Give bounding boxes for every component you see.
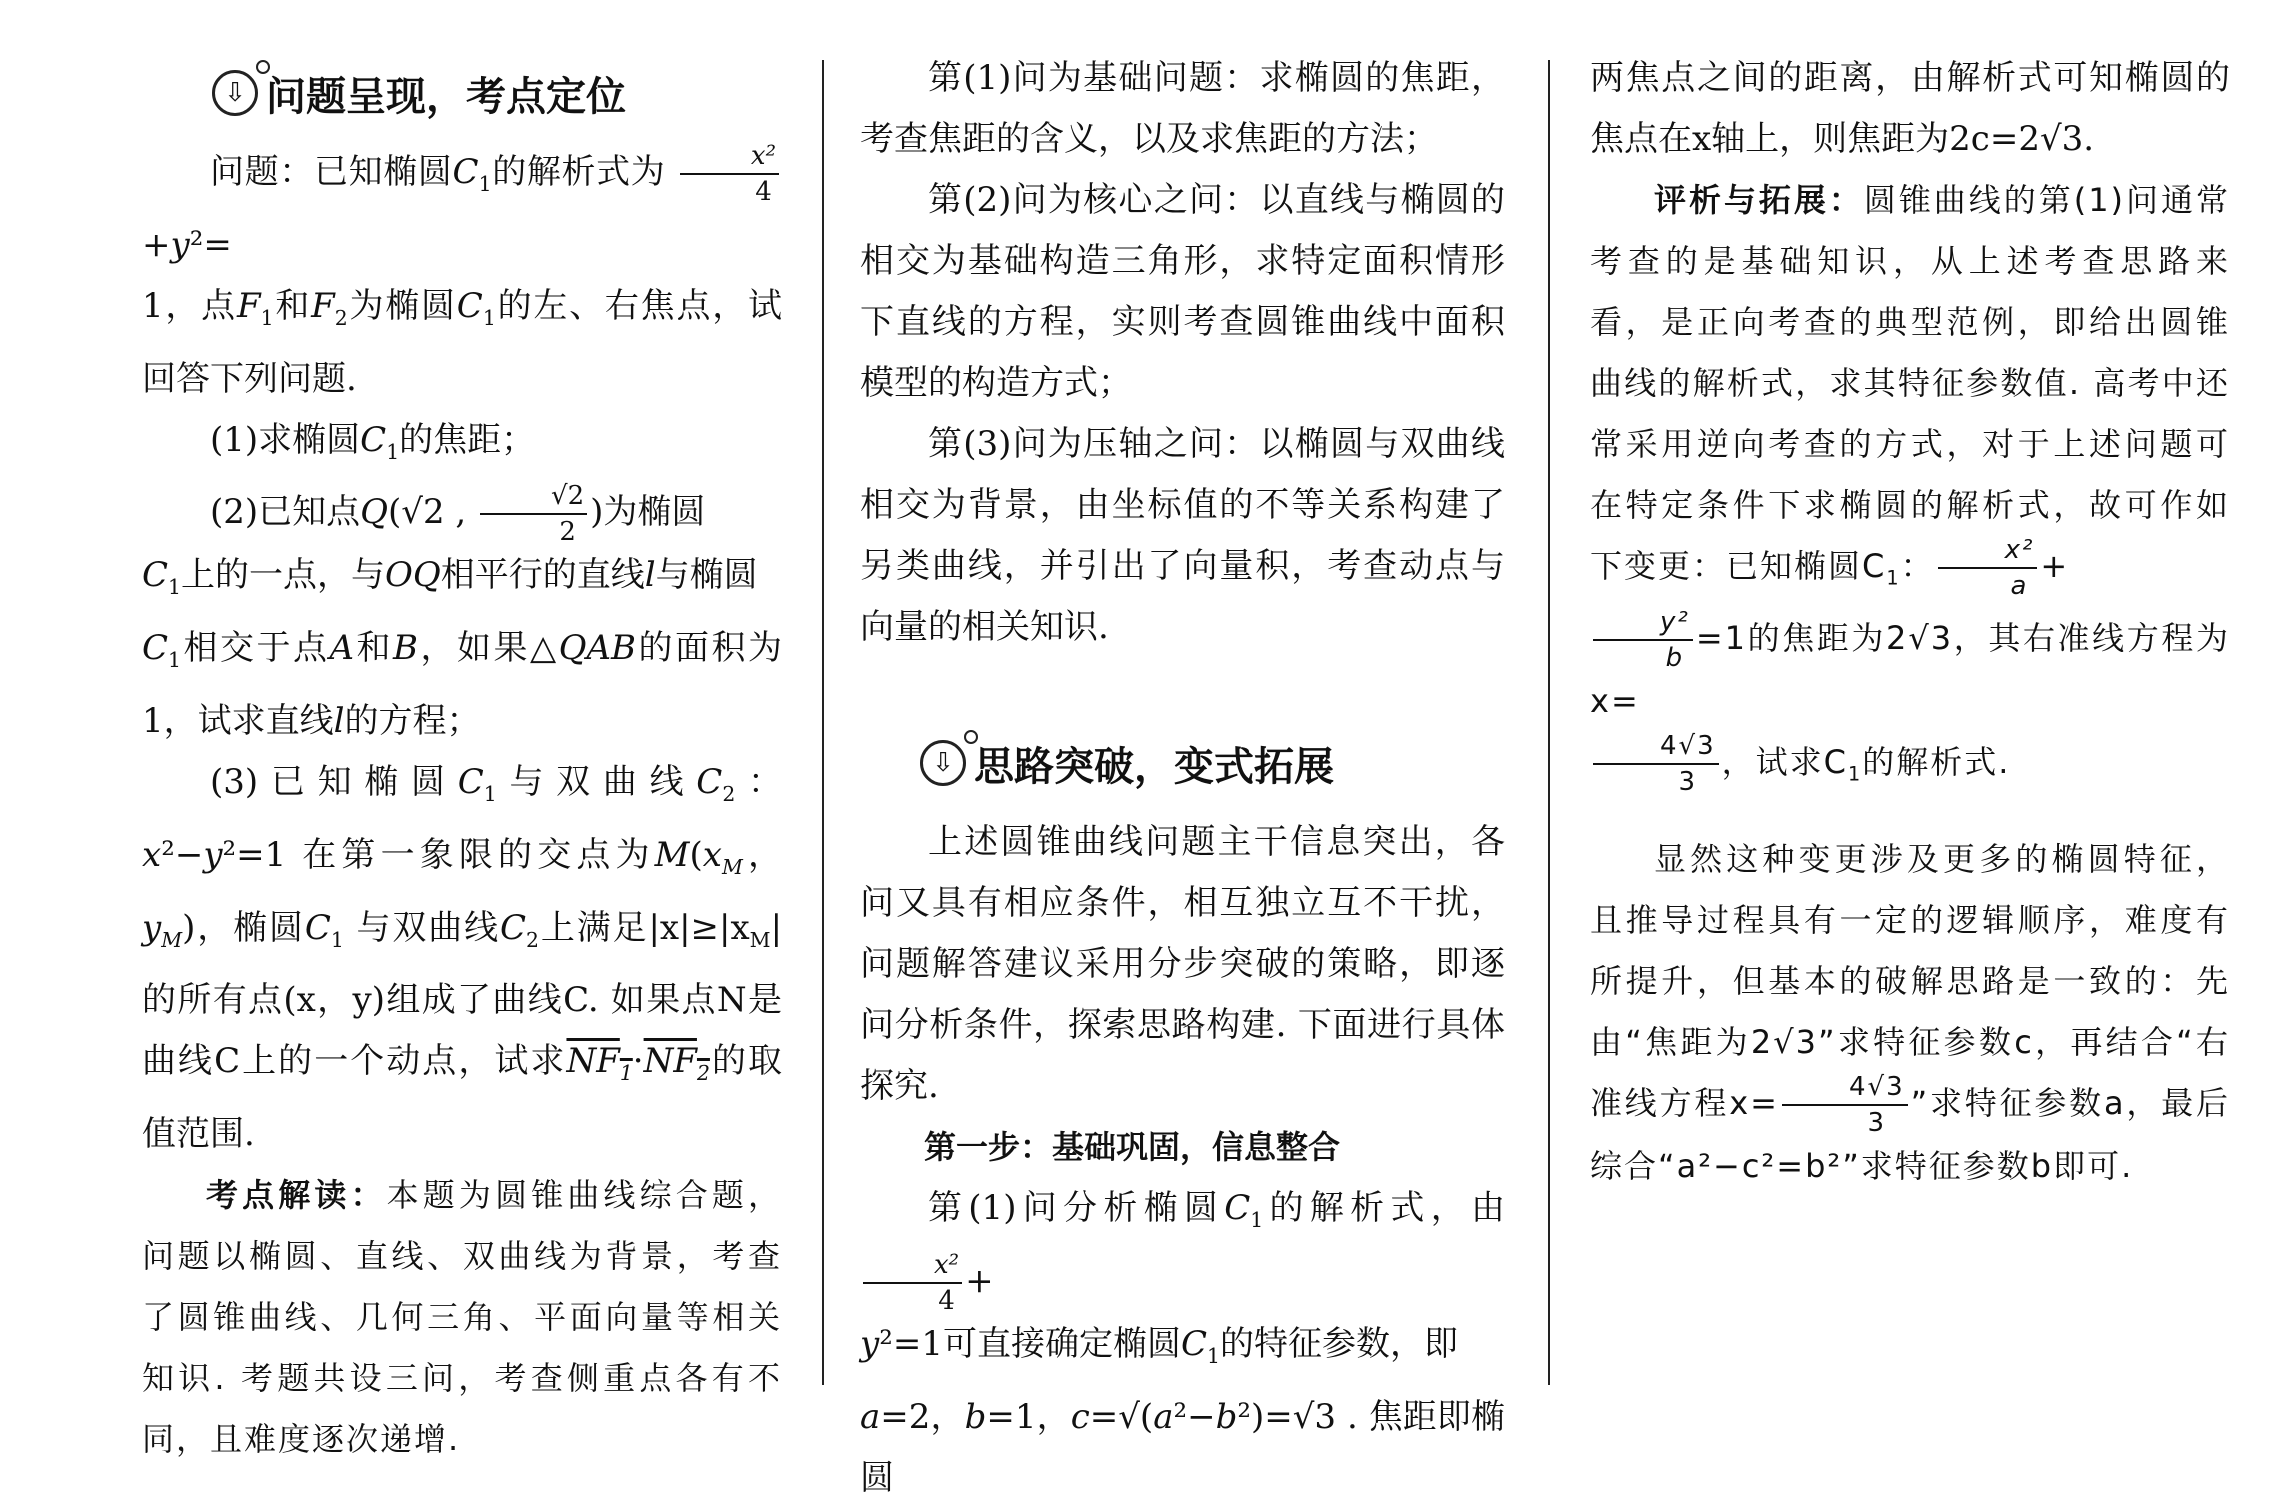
question-3: (3)已知椭圆$C_1$与双曲线$C_2$：x²−y²=1 在第一象限的交点为$M(x_M$，$y_M$)，椭圆$C_1$ 与双曲线$C_2$上满足$|x|\ge|x_M|$的所有点(x，y)组成了曲线C. 如果点N是曲线C上的一个动点，试求$NF_1\cdot NF_2$的取值范围. xyxy=(142,761,783,1155)
column-1 xyxy=(142,48,782,1470)
breakthrough-intro: 上述圆锥曲线问题主干信息突出，各问又具有相应条件，相互独立互不干扰，问题解答建议采用分步突破的策略，即逐问分析条件，探索思路构建. 下面进行具体探究. xyxy=(860,822,1505,1106)
column-divider-1 xyxy=(822,60,824,1385)
focal-distance-conclusion: 两焦点之间的距离，由解析式可知椭圆的焦点在x轴上，则焦距为2c=2√3. xyxy=(1590,58,2230,159)
section-title: 问题呈现，考点定位 xyxy=(266,73,626,120)
fraction-x2-over-4: $\frac{\text{x²}}{4}$ xyxy=(680,143,779,205)
step-1-text: 第(1)问分析椭圆$C_1$的解析式，由 $\frac{\text{x²}}{4}$ + y²=1可直接确定椭圆$C_1$的特征参数，即 a=2，b=1，c=√(a²−b²)=√3 . 焦距即椭圆 xyxy=(860,1188,1506,1498)
fraction-y2-over-b: $\frac{\text{y²}}{b}$ xyxy=(1593,609,1693,671)
column-3 xyxy=(1590,48,2230,1197)
fraction-x2-over-4: $\frac{\text{x²}}{4}$ xyxy=(863,1252,962,1314)
fraction-4sqrt3-over-3: $\frac{4√3}{3}$ xyxy=(1593,733,1719,795)
variation-analysis: 显然这种变更涉及更多的椭圆特征，且推导过程具有一定的逻辑顺序，难度有所提升，但基本的破解思路是一致的：先由“焦距为2√3”求特征参数c，再结合“右准线方程x= $\frac{4√3}{3}$ ”求特征参数a，最后综合“a²−c²=b²”求特征参数b即可. xyxy=(1590,839,2230,1185)
exam-point-interpretation: 考点解读：本题为圆锥曲线综合题，问题以椭圆、直线、双曲线为背景，考查了圆锥曲线、几何三角、平面向量等相关知识. 考题共设三问，考查侧重点各有不同，且难度逐次递增. xyxy=(142,1176,782,1459)
step-1-heading: 第一步：基础巩固，信息整合 xyxy=(924,1128,1341,1166)
down-arrow-circle-icon: ⇩ xyxy=(920,740,966,786)
fraction-sqrt2-over-2: $\frac{√2}{2}$ xyxy=(480,483,587,545)
column-2 xyxy=(860,48,1505,1509)
section-header-breakthrough xyxy=(920,718,1505,808)
column-divider-2 xyxy=(1548,60,1550,1385)
problem-statement: 问题：已知椭圆$C_1$的解析式为 $\frac{\text{x²}}{4}$ +y²= 1，点$F_1$和$F_2$为椭圆$C_1$的左、右焦点，试回答下列问题. xyxy=(142,141,783,399)
analysis-q2: 第(2)问为核心之问：以直线与椭圆的相交为基础构造三角形，求特定面积情形下直线的方程，实则考查圆锥曲线中面积模型的构造方式； xyxy=(860,180,1505,403)
evaluation-and-extension: 评析与拓展：圆锥曲线的第(1)问通常考查的是基础知识，从上述考查思路来看，是正向考查的典型范例，即给出圆锥曲线的解析式，求其特征参数值. 高考中还常采用逆向考查的方式，对于上述问题可在特定条件下求椭圆的解析式，故可作如下变更：已知椭圆$C_1$： $\frac{\text{x²}}{a}$ + $\frac{\text{y²}}{b}$ =1的焦距为2√3，其右准线方程为x= $\frac{4√3}{3}$ ，试求$C_1$的解析式. xyxy=(1590,181,2230,798)
section-header-problem xyxy=(212,48,782,138)
question-2: (2)已知点Q(√2 , $\frac{√2}{2}$ )为椭圆 $C_1$上的一点，与OQ相平行的直线l与椭圆 $C_1$相交于点A和B，如果△QAB的面积为1，试求直线l的方程； xyxy=(142,481,783,741)
down-arrow-circle-icon: ⇩ xyxy=(212,70,258,116)
section-title: 思路突破，变式拓展 xyxy=(974,743,1334,790)
analysis-q3: 第(3)问为压轴之问：以椭圆与双曲线相交为背景，由坐标值的不等关系构建了另类曲线，并引出了向量积，考查动点与向量的相关知识. xyxy=(860,424,1505,647)
fraction-x2-over-a: $\frac{\text{x²}}{a}$ xyxy=(1938,537,2038,599)
analysis-q1: 第(1)问为基础问题：求椭圆的焦距，考查焦距的含义，以及求焦距的方法； xyxy=(860,58,1505,159)
fraction-4sqrt3-over-3: $\frac{4√3}{3}$ xyxy=(1782,1074,1908,1136)
question-1: (1)求椭圆$C_1$的焦距； xyxy=(210,419,536,464)
